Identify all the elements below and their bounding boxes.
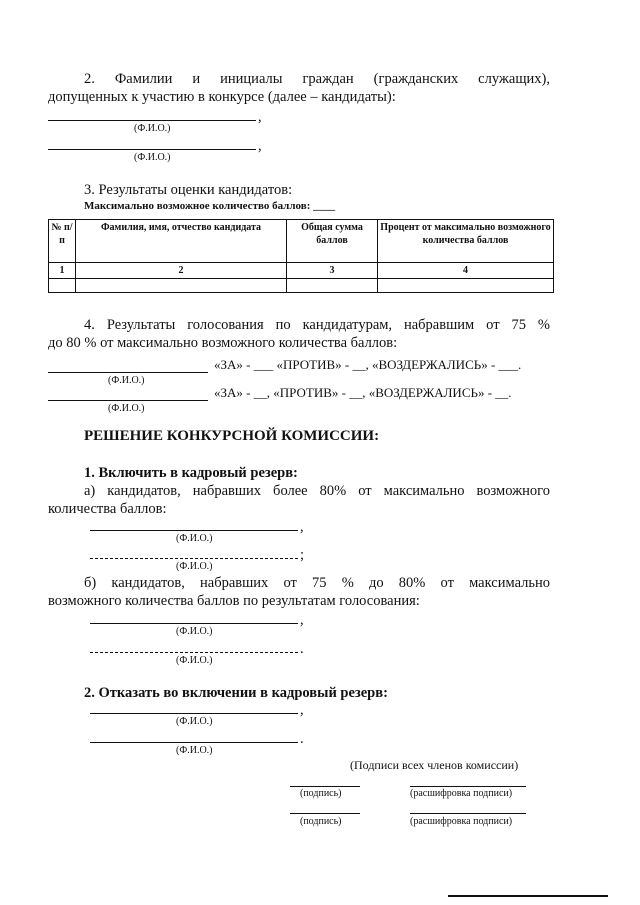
signatures-note: (Подписи всех членов комиссии) bbox=[350, 758, 519, 772]
period: . bbox=[300, 641, 304, 657]
fio-label: (Ф.И.О.) bbox=[176, 655, 213, 666]
fio-label: (Ф.И.О.) bbox=[134, 123, 171, 134]
comma: , bbox=[300, 702, 304, 718]
section4-line2: до 80 % от максимально возможного количества баллов: bbox=[48, 335, 398, 351]
decoding-line-2 bbox=[410, 813, 526, 814]
fio-label: (Ф.И.О.) bbox=[176, 745, 213, 756]
table-cell: 3 bbox=[287, 263, 378, 279]
signature-line-2 bbox=[290, 813, 360, 814]
signature-line-1 bbox=[290, 786, 360, 787]
results-table bbox=[48, 219, 554, 293]
table-number-row bbox=[49, 263, 554, 279]
candidate-line-2-2 bbox=[90, 742, 298, 743]
candidate-line-1b-2 bbox=[90, 652, 298, 653]
decision-item1b-line1: б) кандидатов, набравших от 75 % до 80% от максимально bbox=[84, 575, 550, 591]
table-header: Общая сумма баллов bbox=[287, 220, 378, 263]
comma: , bbox=[300, 519, 304, 535]
fio-label: (Ф.И.О.) bbox=[134, 152, 171, 163]
section2-line2: допущенных к участию в конкурсе (далее – кандидаты): bbox=[48, 89, 396, 105]
fio-label: (Ф.И.О.) bbox=[176, 561, 213, 572]
semicolon: ; bbox=[300, 547, 305, 563]
candidate-line-2-1 bbox=[90, 713, 298, 714]
table-cell: 2 bbox=[76, 263, 287, 279]
fio-label: (Ф.И.О.) bbox=[176, 716, 213, 727]
max-score-label: Максимально возможное количество баллов: ____ bbox=[84, 200, 336, 212]
candidate-line-1a-2 bbox=[90, 558, 298, 559]
table-row bbox=[49, 279, 554, 293]
page-bottom-rule bbox=[448, 895, 608, 897]
table-cell: 4 bbox=[378, 263, 554, 279]
table-cell: 1 bbox=[49, 263, 76, 279]
candidate-line-2 bbox=[48, 149, 256, 150]
signature-label: (подпись) bbox=[300, 788, 342, 799]
section3-title: 3. Результаты оценки кандидатов: bbox=[84, 182, 293, 198]
comma: , bbox=[258, 109, 262, 125]
signature-label: (подпись) bbox=[300, 816, 342, 827]
vote-result-2: «ЗА» - __, «ПРОТИВ» - __, «ВОЗДЕРЖАЛИСЬ» - __. bbox=[214, 385, 512, 400]
vote-result-1: «ЗА» - ___ «ПРОТИВ» - __, «ВОЗДЕРЖАЛИСЬ» - ___. bbox=[214, 357, 522, 372]
decision-item1a-line1: а) кандидатов, набравших более 80% от максимально возможного bbox=[84, 483, 550, 499]
vote-candidate-line-1 bbox=[48, 372, 208, 373]
section4-line1: 4. Результаты голосования по кандидатурам, набравшим от 75 % bbox=[84, 317, 550, 333]
table-header: Процент от максимально возможного количества баллов bbox=[378, 220, 554, 263]
decision-title: РЕШЕНИЕ КОНКУРСНОЙ КОМИССИИ: bbox=[84, 428, 380, 444]
section2-line1: 2. Фамилии и инициалы граждан (гражданских служащих), bbox=[84, 71, 550, 87]
decision-item2-title: 2. Отказать во включении в кадровый резерв: bbox=[84, 685, 388, 701]
table-cell bbox=[378, 279, 554, 293]
fio-label: (Ф.И.О.) bbox=[176, 626, 213, 637]
fio-label: (Ф.И.О.) bbox=[108, 403, 145, 414]
table-header: Фамилия, имя, отчество кандидата bbox=[76, 220, 287, 263]
candidate-line-1 bbox=[48, 120, 256, 121]
decoding-line-1 bbox=[410, 786, 526, 787]
decoding-label: (расшифровка подписи) bbox=[410, 788, 513, 799]
candidate-line-1a-1 bbox=[90, 530, 298, 531]
fio-label: (Ф.И.О.) bbox=[176, 533, 213, 544]
comma: , bbox=[300, 612, 304, 628]
table-header: № п/п bbox=[49, 220, 76, 263]
table-header-row bbox=[49, 220, 554, 263]
table-cell bbox=[287, 279, 378, 293]
decision-item1-title: 1. Включить в кадровый резерв: bbox=[84, 465, 298, 481]
candidate-line-1b-1 bbox=[90, 623, 298, 624]
period: . bbox=[300, 731, 304, 747]
decoding-label: (расшифровка подписи) bbox=[410, 816, 513, 827]
table-cell bbox=[49, 279, 76, 293]
decision-item1a-line2: количества баллов: bbox=[48, 501, 167, 517]
comma: , bbox=[258, 138, 262, 154]
decision-item1b-line2: возможного количества баллов по результатам голосования: bbox=[48, 593, 420, 609]
vote-candidate-line-2 bbox=[48, 400, 208, 401]
table-cell bbox=[76, 279, 287, 293]
fio-label: (Ф.И.О.) bbox=[108, 375, 145, 386]
